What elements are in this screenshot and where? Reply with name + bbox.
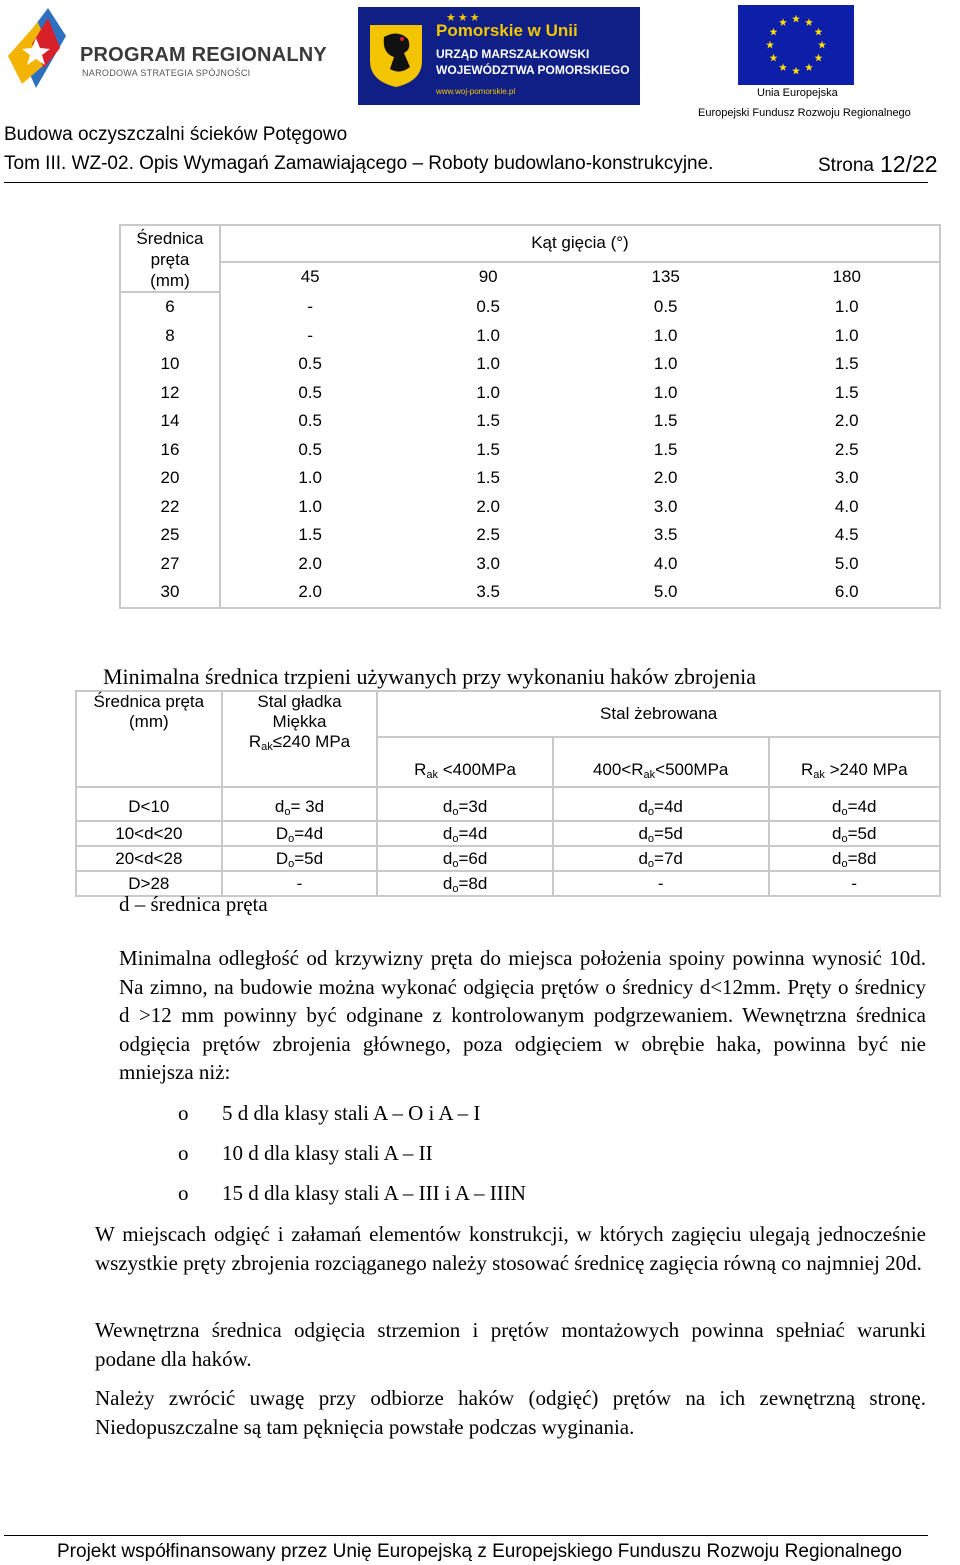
footer-text: Projekt współfinansowany przez Unię Europejską z Europejskiego Funduszu Rozwoju Regionalnego [57, 1541, 902, 1562]
eu-star-icon [792, 15, 800, 23]
table-row [120, 578, 940, 608]
diameter-cell: 16 [120, 436, 220, 465]
mandrel-value-cell [769, 871, 941, 896]
mandrel-value-text: d [638, 848, 648, 868]
mandrel-value-text: =4d [654, 797, 683, 816]
diameter-range-cell: D<10 [76, 787, 222, 821]
table-row [120, 493, 940, 522]
program-regionalny-emblem-icon [8, 8, 72, 88]
pomorskie-url: www.woj-pomorskie.pl [436, 87, 516, 96]
diameter-cell: 10 [120, 350, 220, 379]
bend-value-cell: 1.0 [653, 354, 678, 374]
mandrel-value-text: d [442, 823, 453, 843]
mandrel-value-text: d [442, 848, 453, 868]
eu-star-icon [805, 18, 813, 26]
angle-col-header: 45 [300, 267, 320, 287]
list-bullet: o [178, 1181, 189, 1205]
diameter-header-line1: Średnica [136, 229, 204, 248]
diameter-cell: 14 [120, 407, 220, 436]
bend-value-cell: 1.5 [754, 379, 940, 408]
document-subtitle: Tom III. WZ-02. Opis Wymagań Zamawiającego – Roboty budowlano-konstrukcyjne. [4, 153, 714, 174]
mandrel-value-text: d [638, 823, 648, 843]
bend-value-cell: 1.0 [476, 354, 500, 374]
mandrel-value-text: =5d [654, 823, 683, 843]
bend-value-cell: 1.5 [754, 350, 940, 379]
diameter-cell: 25 [120, 521, 220, 550]
bend-value-cell: 3.0 [754, 464, 940, 493]
mandrel-value-text: d [442, 797, 453, 816]
angle-col-header: 90 [478, 267, 498, 287]
mandrel-value-text: d [638, 797, 648, 816]
bend-value-cell: 1.5 [476, 411, 500, 431]
steel-class-list [178, 1098, 526, 1218]
bend-value-cell: - [307, 296, 313, 316]
angle-header: Kąt gięcia (°) [220, 225, 940, 262]
diameter-range-cell: 20<d<28 [76, 846, 222, 871]
bend-value-cell: 5.0 [754, 550, 940, 579]
bend-value-cell: 4.0 [653, 553, 678, 573]
program-regionalny-logo [8, 8, 328, 88]
table-row [76, 821, 940, 846]
bar-diameter-header-line2: (mm) [129, 712, 169, 731]
mandrel-value-text: d [832, 797, 842, 816]
eu-star-icon [818, 41, 826, 49]
eu-star-icon [769, 28, 777, 36]
diameter-legend: d – średnica pręta [119, 892, 268, 916]
griffin-crest-icon [368, 23, 424, 89]
smooth-steel-header-line2: Miękka [272, 712, 327, 731]
bend-value-cell: 2.0 [754, 407, 940, 436]
bending-angle-table [119, 224, 941, 609]
mandrel-value-text: =4d [458, 823, 488, 843]
mandrel-value-text: =8d [847, 848, 877, 868]
r-subscript: ak [643, 769, 656, 781]
mandrel-value-text: =4d [294, 823, 324, 843]
ribbed-sub-header-1 [377, 737, 553, 787]
ribbed-limit-2: <500MPa [655, 760, 729, 779]
mandrel-value-text: =8d [458, 873, 488, 893]
angle-col-header: 135 [651, 267, 680, 287]
table-row [120, 550, 940, 579]
table-row [120, 464, 940, 493]
list-item-text: 10 d dla klasy stali A – II [222, 1141, 433, 1165]
bend-value-cell: 1.0 [476, 382, 500, 402]
bend-value-cell: 2.5 [754, 436, 940, 465]
bend-value-cell: 1.0 [298, 496, 322, 516]
mandrel-subscript: o [647, 832, 655, 845]
mandrel-value-text: =3d [458, 797, 488, 816]
mandrel-value-cell [553, 846, 769, 871]
eu-star-icon [815, 28, 823, 36]
bend-value-cell: 1.0 [754, 322, 940, 351]
footer-rule [4, 1535, 928, 1536]
mandrel-value-cell [377, 871, 553, 896]
diameter-cell: 6 [120, 292, 220, 322]
table-row [120, 521, 940, 550]
pomorskie-stars: ★★★ [446, 12, 482, 24]
angle-col-header: 180 [754, 262, 940, 292]
paragraph-weld-distance: Minimalna odległość od krzywizny pręta do miejsca położenia spoiny powinna wynosić 10d. Na zimno, na budowie można wykonać odgięcia prętów o średnicy d<12mm. Pręty o średnicy d >12 mm powinny być odginane z kontrolowanym podgrzewaniem. Wewnętrzna średnica odgięcia prętów zbrojenia głównego, poza odgięciem w obrębie haka, powinna być nie mniejsza niż: [119, 946, 926, 1084]
mandrel-subscript: o [452, 806, 459, 818]
eu-flag [738, 5, 854, 85]
mandrel-subscript: o [288, 857, 295, 870]
bend-value-cell: 3.5 [399, 578, 577, 608]
mandrel-value-cell [769, 846, 941, 871]
program-logo-title: PROGRAM REGIONALNY [80, 44, 327, 66]
bend-value-cell: 1.0 [476, 325, 500, 345]
eu-label: Unia Europejska [757, 87, 838, 99]
mandrel-subscript: o [647, 857, 655, 870]
bend-value-cell: 2.0 [653, 468, 678, 488]
r-symbol: R [414, 760, 427, 779]
mandrel-value-cell [769, 787, 941, 821]
mandrel-value-text: = 3d [290, 797, 325, 816]
eu-star-icon [805, 63, 813, 71]
mandrel-subscript: o [841, 832, 848, 845]
bend-value-cell: 0.5 [298, 382, 322, 402]
mandrel-value-cell [769, 821, 941, 846]
mandrel-value-cell [553, 821, 769, 846]
list-item [178, 1178, 526, 1218]
table-row [120, 379, 940, 408]
mandrel-value-text: =6d [458, 848, 488, 868]
mandrel-value-cell [222, 846, 378, 871]
eu-star-icon [766, 41, 774, 49]
paragraph-bend-locations: W miejscach odgięć i załamań elementów konstrukcji, w których zagięciu ulegają jednocześnie wszystkie pręty zbrojenia rozciąganego należy stosować średnicę zagięcia równą co najmniej 20d. [95, 1222, 926, 1275]
table-row [120, 407, 940, 436]
mandrel-value-cell [377, 846, 553, 871]
bend-value-cell: 2.0 [298, 553, 322, 573]
mandrel-diameter-table [75, 690, 941, 897]
mandrel-table-caption: Minimalna średnica trzpieni używanych przy wykonaniu haków zbrojenia [103, 664, 757, 689]
mandrel-value-text: d [442, 873, 453, 893]
ribbed-sub-header-3 [769, 737, 941, 787]
diameter-cell: 12 [120, 379, 220, 408]
document-title: Budowa oczyszczalni ścieków Potęgowo [4, 124, 348, 145]
table-row [120, 436, 940, 465]
list-item [178, 1098, 526, 1138]
list-bullet: o [178, 1101, 189, 1125]
diameter-cell: 22 [120, 493, 220, 522]
pomorskie-logo [358, 7, 640, 105]
table-row [120, 292, 940, 322]
diameter-cell: 27 [120, 550, 220, 579]
bend-value-cell: 0.5 [298, 354, 322, 374]
diameter-range-cell: D>28 [76, 871, 222, 896]
bend-value-cell: 1.0 [754, 292, 940, 322]
bend-value-cell: 5.0 [577, 578, 755, 608]
mandrel-subscript: o [284, 806, 291, 818]
r-symbol: R [248, 732, 262, 751]
mandrel-value-text: - [296, 873, 303, 893]
smooth-steel-header-line1: Stal gładka [257, 692, 342, 711]
r-subscript: ak [813, 769, 825, 781]
bend-value-cell: 0.5 [298, 411, 322, 431]
diameter-cell: 30 [120, 578, 220, 608]
list-item-text: 15 d dla klasy stali A – III i A – IIIN [222, 1181, 526, 1205]
mandrel-value-text: =5d [847, 823, 877, 843]
pomorskie-title: Pomorskie w Unii [436, 21, 578, 40]
mandrel-value-text: d [832, 823, 842, 843]
ribbed-limit-3: >240 MPa [824, 760, 908, 779]
smooth-steel-header [222, 691, 378, 787]
bend-value-cell: 1.5 [476, 468, 500, 488]
bend-value-cell: 1.5 [653, 439, 678, 459]
eu-star-icon [792, 67, 800, 75]
smooth-steel-header-line3 [223, 732, 377, 752]
eu-star-icon [815, 54, 823, 62]
mandrel-value-cell [222, 787, 378, 821]
mandrel-subscript: o [288, 832, 295, 845]
ribbed-limit-1: <400MPa [438, 760, 516, 779]
ribbed-steel-header: Stal żebrowana [377, 691, 940, 737]
bend-value-cell: 1.0 [653, 382, 678, 402]
bend-value-cell: 1.5 [476, 439, 500, 459]
paragraph-stirrups: Wewnętrzna średnica odgięcia strzemion i prętów montażowych powinna spełniać warunki podane dla haków. [95, 1318, 926, 1371]
table-row [120, 322, 940, 351]
mandrel-value-text: d [274, 797, 285, 816]
diameter-range-cell: 10<d<20 [76, 821, 222, 846]
diameter-cell: 8 [120, 322, 220, 351]
mandrel-subscript: o [452, 832, 459, 845]
list-item-text: 5 d dla klasy stali A – O i A – I [222, 1101, 481, 1125]
bar-diameter-header-line1: Średnica pręta [93, 692, 205, 711]
mandrel-subscript: o [452, 882, 459, 895]
r-subscript: ak [426, 769, 439, 781]
bend-value-cell: 6.0 [754, 578, 940, 608]
bend-value-cell: 4.5 [754, 521, 940, 550]
eu-star-icon [769, 54, 777, 62]
eu-stars-icon [738, 5, 854, 85]
diameter-header-line2: pręta [150, 250, 190, 269]
table-row [120, 350, 940, 379]
bend-value-cell: 0.5 [653, 296, 678, 316]
mandrel-value-text: =4d [847, 797, 877, 816]
mandrel-subscript: o [452, 857, 459, 870]
ribbed-sub-header-2 [553, 737, 769, 787]
bend-value-cell: 0.5 [298, 439, 322, 459]
bend-value-cell: 2.0 [220, 578, 400, 608]
paragraph-inspection: Należy zwrócić uwagę przy odbiorze haków (odgięć) prętów na ich zewnętrzną stronę. Niedopuszczalne są tam pęknięcia powstałe podczas wyginania. [95, 1386, 926, 1439]
mandrel-value-text: D [275, 823, 289, 843]
mandrel-value-cell [553, 787, 769, 821]
diameter-cell: 20 [120, 464, 220, 493]
header-rule [4, 182, 928, 183]
mandrel-subscript: o [841, 806, 848, 818]
ribbed-limit-2-prefix: 400<R [592, 760, 644, 779]
bend-value-cell: 1.5 [653, 411, 678, 431]
bend-value-cell: 3.0 [653, 496, 678, 516]
bend-value-cell: - [307, 325, 313, 345]
table-row [76, 787, 940, 821]
r-symbol: R [800, 760, 814, 779]
smooth-steel-limit: ≤240 MPa [272, 732, 351, 751]
r-subscript: ak [261, 741, 273, 753]
mandrel-value-text: =5d [294, 848, 324, 868]
mandrel-subscript: o [647, 806, 655, 818]
mandrel-value-text: - [657, 873, 664, 893]
bend-value-cell: 3.0 [476, 553, 500, 573]
mandrel-value-text: D [275, 848, 289, 868]
bend-value-cell: 1.0 [298, 468, 322, 488]
pomorskie-office-line1: URZĄD MARSZAŁKOWSKI [436, 47, 590, 61]
page-number: 12/22 [880, 151, 938, 177]
bar-diameter-header [76, 691, 222, 787]
bend-value-cell: 2.5 [476, 525, 500, 545]
bend-value-cell: 0.5 [476, 296, 500, 316]
list-bullet: o [178, 1141, 189, 1165]
eu-star-icon [779, 18, 787, 26]
mandrel-subscript: o [841, 857, 848, 870]
bend-value-cell: 1.5 [298, 525, 322, 545]
mandrel-value-text: - [851, 873, 858, 893]
bend-value-cell: 4.0 [754, 493, 940, 522]
bend-value-cell: 1.0 [653, 325, 678, 345]
diameter-header-line3: (mm) [150, 271, 190, 290]
bend-value-cell: 3.5 [653, 525, 678, 545]
mandrel-value-text: =7d [654, 848, 683, 868]
diameter-header [120, 225, 220, 292]
mandrel-value-text: d [832, 848, 842, 868]
mandrel-value-cell [377, 821, 553, 846]
table-row [76, 846, 940, 871]
mandrel-value-cell [222, 821, 378, 846]
eu-star-icon [779, 63, 787, 71]
pomorskie-office-line2: WOJEWÓDZTWA POMORSKIEGO [436, 63, 630, 77]
mandrel-value-cell [377, 787, 553, 821]
eu-fund-label: Europejski Fundusz Rozwoju Regionalnego [698, 107, 911, 119]
bend-value-cell: 2.0 [476, 496, 500, 516]
list-item [178, 1138, 526, 1178]
page-label: Strona [818, 155, 874, 176]
program-logo-subtitle: NARODOWA STRATEGIA SPÓJNOŚCI [82, 68, 251, 78]
mandrel-value-cell [553, 871, 769, 896]
